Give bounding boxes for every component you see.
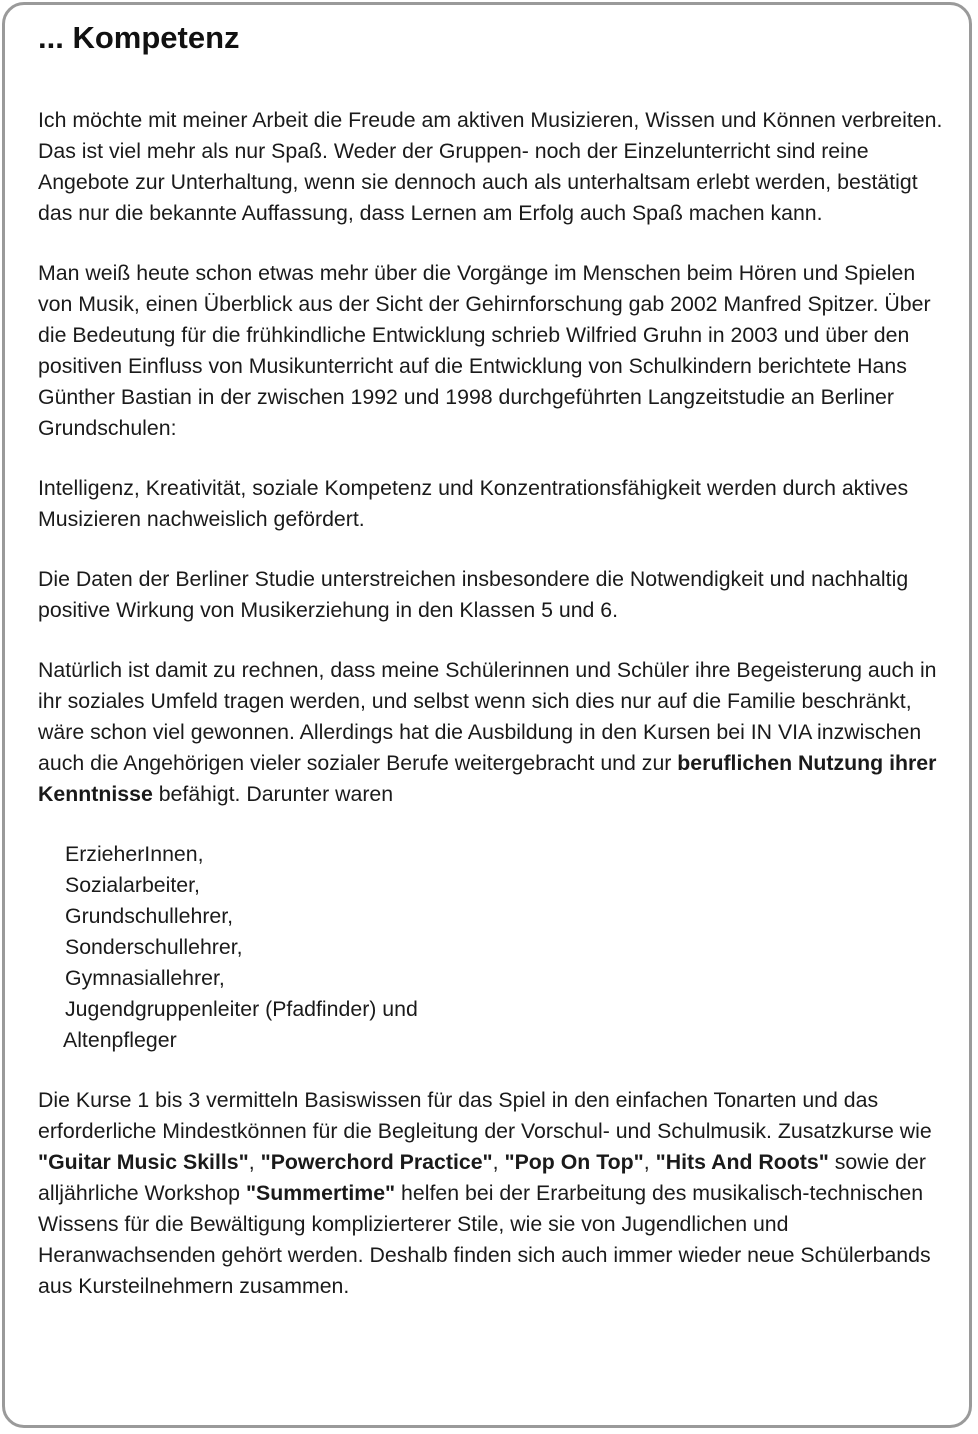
list-item: Sozialarbeiter, <box>65 873 200 897</box>
list-item: Gymnasiallehrer, <box>65 966 225 990</box>
text-segment: , <box>248 1150 261 1174</box>
workshop-name-summertime: "Summertime" <box>245 1181 396 1205</box>
text-segment: befähigt. Darunter waren <box>152 782 394 806</box>
text-segment: Natürlich ist damit zu rechnen, dass meine Schülerinnen und Schüler ihre Begeisterung auch in ihr soziales Umfeld tragen werden, und selbst wenn sich dies nur auf die Familie beschränkt, wäre schon viel gewonnen. Allerdings hat die Ausbildung in den Kursen bei IN VIA inzwischen auch die Angehörigen vieler sozialer Berufe weitergebracht und zur <box>38 658 937 775</box>
paragraph-research: Man weiß heute schon etwas mehr über die Vorgänge im Menschen beim Hören und Spielen von Musik, einen Überblick aus der Sicht der Gehirnforschung gab 2002 Manfred Spitzer. Über die Bedeutung für die frühkindliche Entwicklung schrieb Wilfried Gruhn in 2003 und über den positiven Einfluss von Musikunterricht auf die Entwicklung von Schulkindern berichtete Hans Günther Bastian in der zwischen 1992 und 1998 durchgeführten Langzeitstudie an Berliner Grundschulen: <box>38 261 931 440</box>
text-segment: , <box>643 1150 656 1174</box>
list-item: Sonderschullehrer, <box>65 935 243 959</box>
course-name-hits-and-roots: "Hits And Roots" <box>655 1150 829 1174</box>
list-item: Grundschullehrer, <box>65 904 234 928</box>
course-name-pop-on-top: "Pop On Top" <box>504 1150 644 1174</box>
paragraph-benefits: Intelligenz, Kreativität, soziale Kompetenz und Konzentrationsfähigkeit werden durch aktives Musizieren nachweislich gefördert. <box>38 476 909 531</box>
paragraph-professions-intro <box>38 655 948 810</box>
profession-list <box>38 839 948 1056</box>
article <box>38 18 948 1302</box>
text-segment: , <box>492 1150 505 1174</box>
paragraph-intro: Ich möchte mit meiner Arbeit die Freude am aktiven Musizieren, Wissen und Können verbreiten. Das ist viel mehr als nur Spaß. Weder der Gruppen- noch der Einzelunterricht sind reine Angebote zur Unterhaltung, wenn sie dennoch auch als unterhaltsam erlebt werden, bestätigt das nur die bekannte Auffassung, dass Lernen am Erfolg auch Spaß machen kann. <box>38 108 943 225</box>
text-segment: helfen bei der Erarbeitung des musikalisch-technischen Wissens für die Bewältigung komplizierterer Stile, wie sie von Jugendlichen und Heranwachsenden gehört werden. Deshalb finden sich auch immer wieder neue Schülerbands aus Kursteilnehmern zusammen. <box>38 1181 931 1298</box>
course-name-guitar-music-skills: "Guitar Music Skills" <box>38 1150 249 1174</box>
paragraph-berlin-study: Die Daten der Berliner Studie unterstreichen insbesondere die Notwendigkeit und nachhaltig positive Wirkung von Musikerziehung in den Klassen 5 und 6. <box>38 567 909 622</box>
course-name-powerchord-practice: "Powerchord Practice" <box>260 1150 493 1174</box>
text-segment: sowie der alljährliche Workshop <box>38 1150 926 1205</box>
list-item: ErzieherInnen, <box>65 842 204 866</box>
bold-phrase: beruflichen Nutzung ihrer Kenntnisse <box>38 751 937 806</box>
list-item: Jugendgruppenleiter (Pfadfinder) und <box>65 997 418 1021</box>
page-title: ... Kompetenz <box>38 20 240 55</box>
list-item: Altenpfleger <box>63 1028 177 1052</box>
paragraph-courses <box>38 1085 948 1302</box>
text-segment: Die Kurse 1 bis 3 vermitteln Basiswissen für das Spiel in den einfachen Tonarten und das erforderliche Mindestkönnen für die Begleitung der Vorschul- und Schulmusik. Zusatzkurse wie <box>38 1088 932 1143</box>
